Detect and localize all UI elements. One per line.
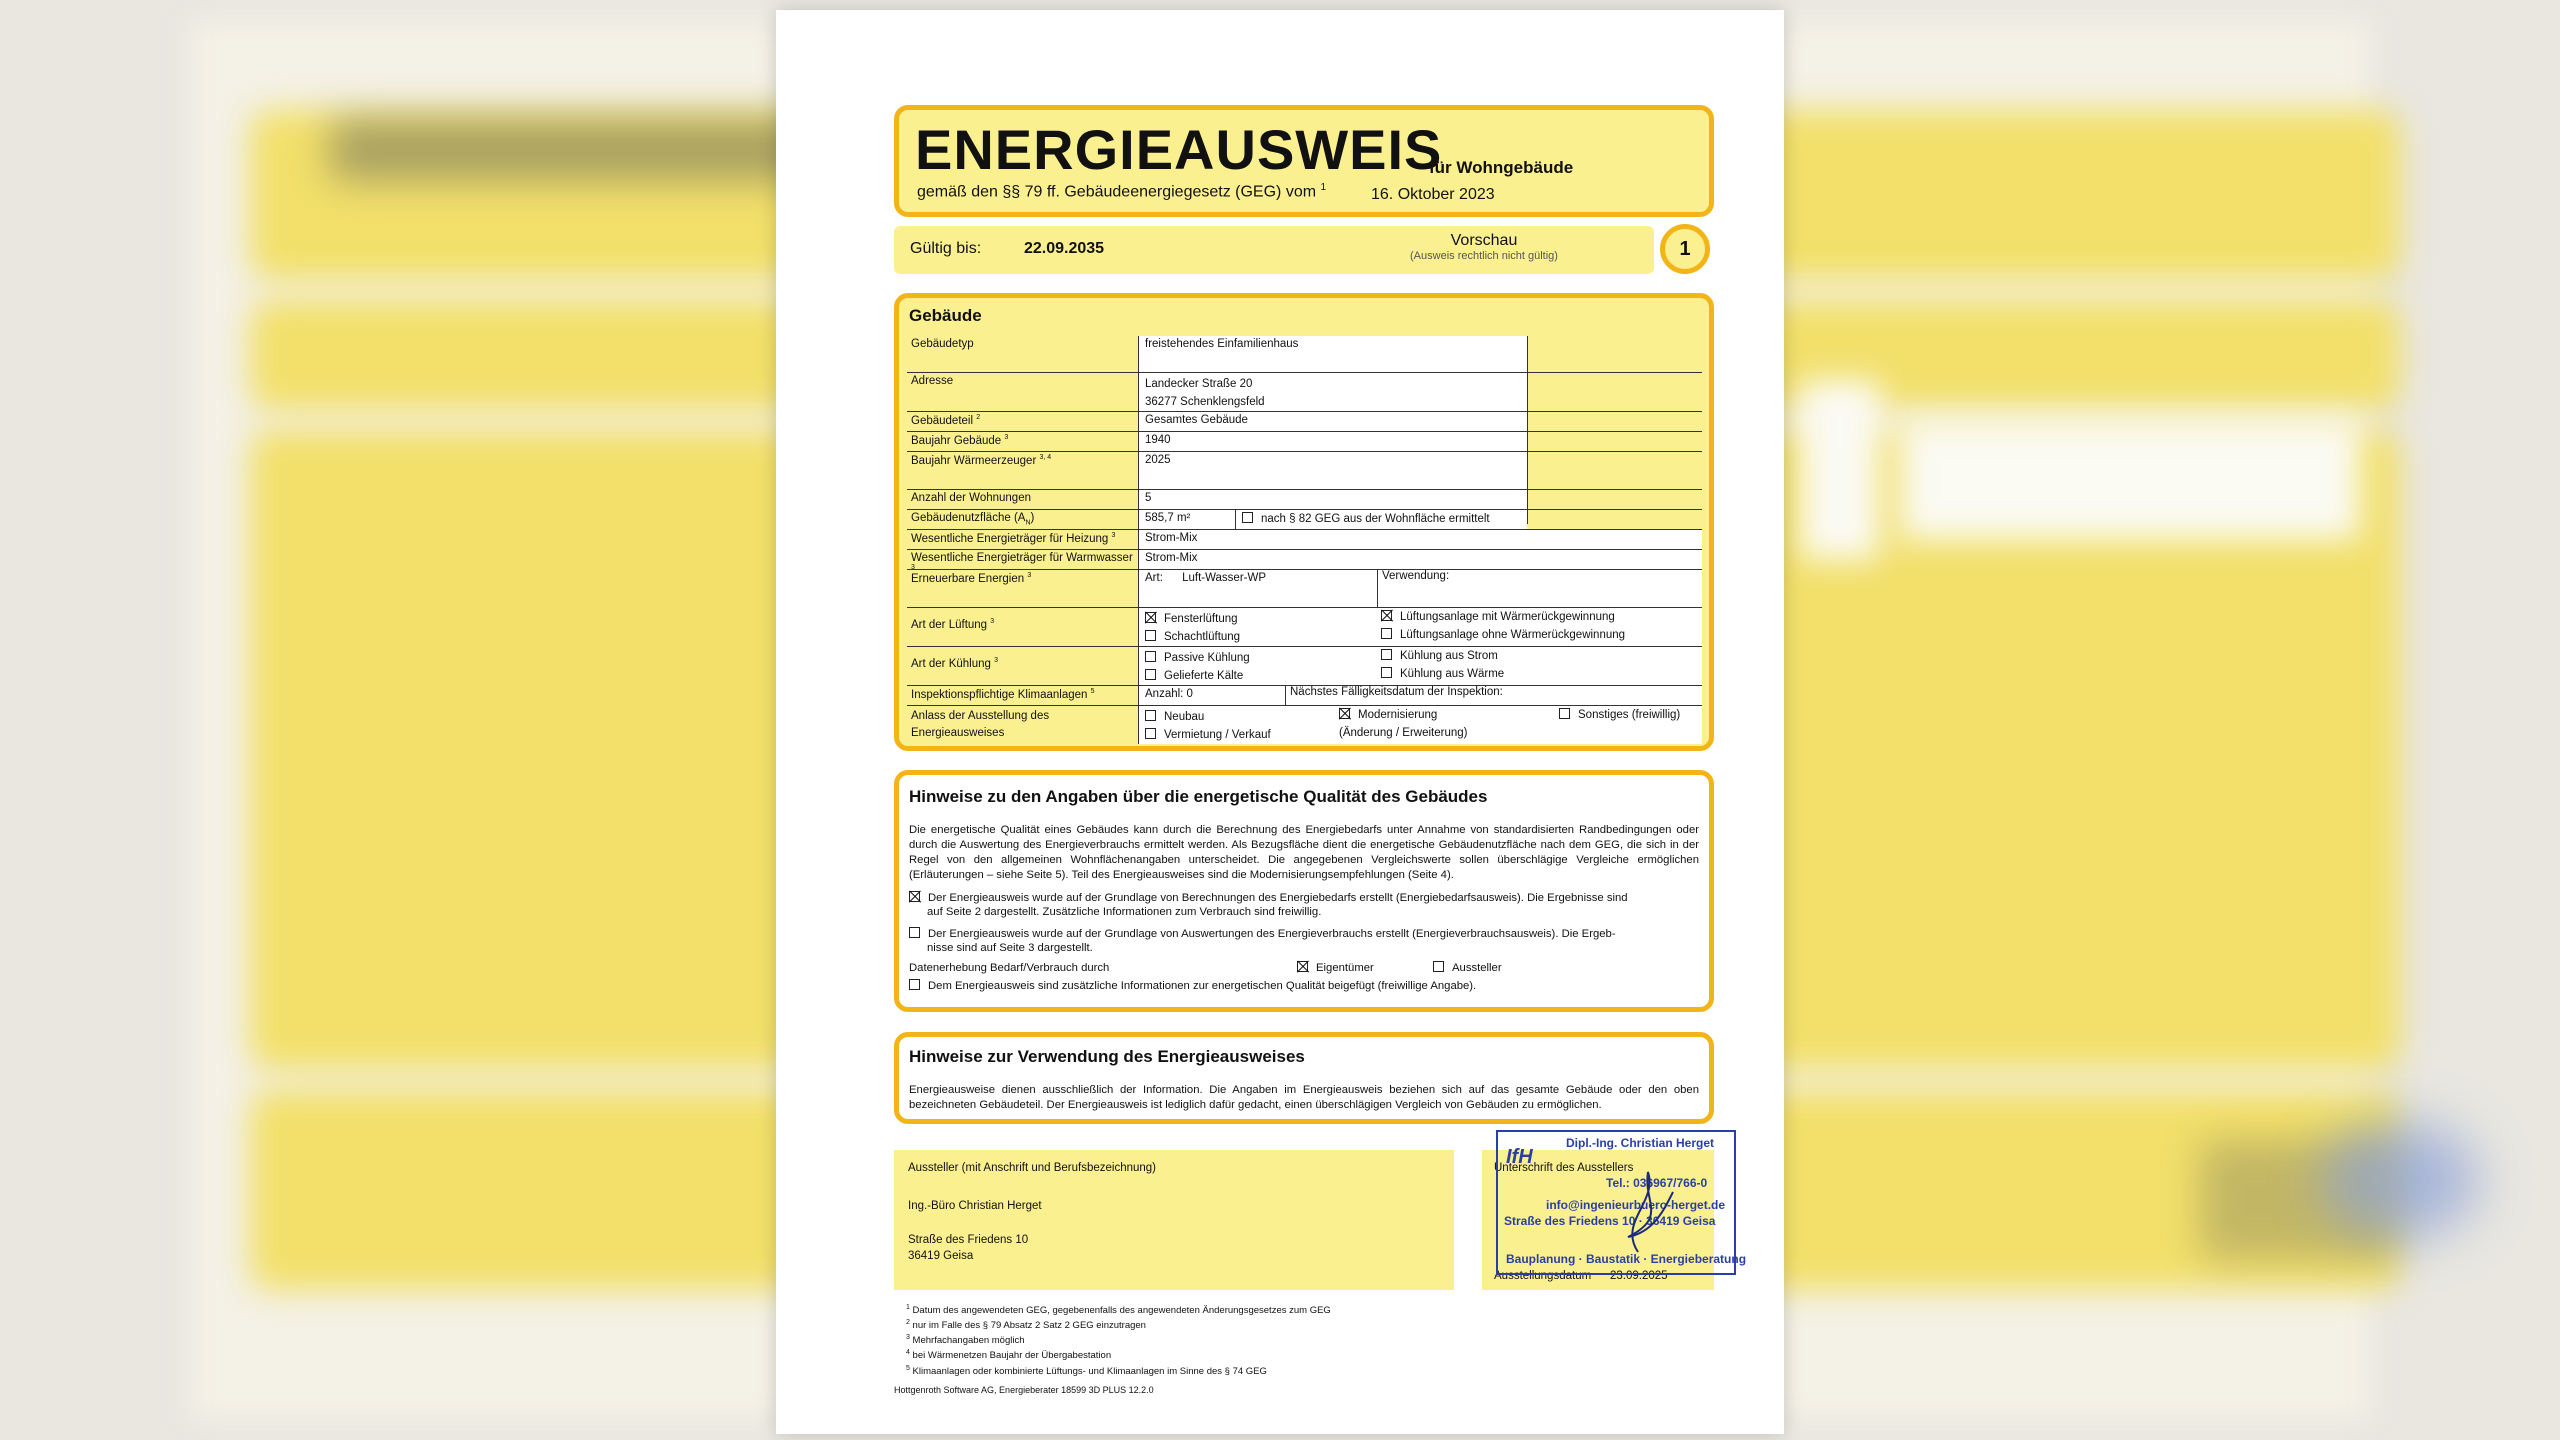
table-row: Gebäudeteil $^2$ Gesamtes Gebäude xyxy=(907,412,1702,432)
document-page xyxy=(776,10,1784,1434)
quality-notes-section xyxy=(894,770,1714,1012)
footnotes: $^1$ Datum des angewendeten GEG, gegebenenfalls des angewendeten Änderungsgesetzes zum GEG $^2$ nur im Falle des § 79 Absatz 2 Satz 2 GEG einzutragen $^3$ Mehrfachangaben möglich $^4$ bei Wärmenetzen Baujahr der Übergabestation $^5$ Klimaanlagen oder kombinierte Lüftungs- und Klimaanlagen im Sinne des § 74 GEG xyxy=(906,1304,1331,1377)
checkbox-passive-kuehlung[interactable] xyxy=(1145,651,1156,662)
legal-date: 16. Oktober 2023 xyxy=(1371,186,1495,203)
building-section xyxy=(894,293,1714,751)
issue-date: 23.09.2025 xyxy=(1610,1270,1668,1282)
checkbox-eigentuemer[interactable] xyxy=(1297,961,1308,972)
table-row: Adresse Landecker Straße 20 36277 Schenklengsfeld xyxy=(907,373,1702,412)
page-number-badge: 1 xyxy=(1660,224,1710,274)
checkbox-kuehlung-waerme[interactable] xyxy=(1381,667,1392,678)
checkbox-sonstiges[interactable] xyxy=(1559,708,1570,719)
building-table xyxy=(907,336,1702,744)
checkbox-lueftung-ohne-wrg[interactable] xyxy=(1381,628,1392,639)
checkbox-fensterlueftung[interactable] xyxy=(1145,612,1156,623)
table-row: Baujahr Gebäude $^3$ 1940 xyxy=(907,432,1702,452)
table-row: Inspektionspflichtige Klimaanlagen $^5$ Anzahl: 0 Nächstes Fälligkeitsdatum der Inspektion: xyxy=(907,686,1702,706)
table-row: Gebäudetyp freistehendes Einfamilienhaus xyxy=(907,336,1702,373)
table-row: Art der Kühlung $^3$ Passive Kühlung Gelieferte Kälte Kühlung aus Strom Kühlung aus Wärme xyxy=(907,647,1702,686)
checkbox-kuehlung-strom[interactable] xyxy=(1381,649,1392,660)
preview-notice: Vorschau (Ausweis rechtlich nicht gültig) xyxy=(1410,232,1558,262)
validity-bar xyxy=(894,226,1654,274)
checkbox-schachtlueftung[interactable] xyxy=(1145,630,1156,641)
data-collection-row: Datenerhebung Bedarf/Verbrauch durch Eigentümer Aussteller xyxy=(909,962,1502,974)
signature-label: Unterschrift des Ausstellers xyxy=(1494,1162,1634,1174)
issuer-box xyxy=(894,1150,1454,1290)
quality-notes-title: Hinweise zu den Angaben über die energetische Qualität des Gebäudes xyxy=(909,787,1488,806)
checkbox-lueftung-mit-wrg[interactable] xyxy=(1381,610,1392,621)
company-stamp: IfH Dipl.-Ing. Christian Herget Tel.: 036967/766-0 info@ingenieurbuero-herget.de Straße des Friedens 10 · 36419 Geisa Bauplanung · Baustatik · Energieberatung xyxy=(1496,1130,1736,1275)
option-energiebedarf: Der Energieausweis wurde auf der Grundlage von Berechnungen des Energiebedarfs erstellt (Energiebedarfsausweis). Die Ergebnisse sind auf Seite 2 dargestellt. Zusätzliche Informationen zum Verbrauch sind freiwillig. xyxy=(909,891,1699,919)
issue-date-label: Ausstellungsdatum xyxy=(1494,1270,1592,1282)
table-row: Wesentliche Energieträger für Warmwasser $^3$ Strom-Mix xyxy=(907,550,1702,570)
checkbox-modernisierung[interactable] xyxy=(1339,708,1350,719)
wohnflaeche-checkbox[interactable] xyxy=(1242,512,1253,523)
checkbox-aussteller[interactable] xyxy=(1433,961,1444,972)
table-row: Wesentliche Energieträger für Heizung $^3$ Strom-Mix xyxy=(907,530,1702,550)
issuer-street: Straße des Friedens 10 xyxy=(908,1234,1029,1246)
valid-until-label: Gültig bis: xyxy=(910,240,982,257)
usage-notes-section xyxy=(894,1032,1714,1124)
checkbox-gelieferte-kaelte[interactable] xyxy=(1145,669,1156,680)
issuer-name: Ing.-Büro Christian Herget xyxy=(908,1200,1042,1212)
table-row: Art der Lüftung $^3$ Fensterlüftung Schachtlüftung Lüftungsanlage mit Wärmerückgewinnung Lüftungsanlage ohne Wärmerückgewinnung xyxy=(907,608,1702,647)
signature-scribble xyxy=(1608,1162,1678,1262)
table-row: Erneuerbare Energien $^3$ Art: Luft-Wasser-WP Verwendung: xyxy=(907,570,1702,608)
checkbox-neubau[interactable] xyxy=(1145,710,1156,721)
document-subtitle: für Wohngebäude xyxy=(1429,158,1574,177)
quality-notes-intro: Die energetische Qualität eines Gebäudes kann durch die Berechnung des Energiebedarfs unter Annahme von standardisierten Randbedingungen oder durch die Auswertung des Energieverbrauchs ermittelt werden. Als Bezugsfläche dient die energetische Gebäudenutzfläche nach dem GEG, die sich in der Regel von den allgemeinen Wohnflächenangaben unterscheidet. Die angegebenen Vergleichswerte sollen überschlägige Vergleiche ermöglichen (Erläuterungen – siehe Seite 5). Teil des Energieausweises sind die Modernisierungsempfehlungen (Seite 4). xyxy=(909,824,1699,881)
issuer-label: Aussteller (mit Anschrift und Berufsbezeichnung) xyxy=(908,1162,1157,1174)
checkbox-vermietung[interactable] xyxy=(1145,728,1156,739)
option-additional-info: Dem Energieausweis sind zusätzliche Informationen zur energetischen Qualität beigefügt (freiwillige Angabe). xyxy=(909,979,1699,993)
header-box xyxy=(894,105,1714,217)
document-title: ENERGIEAUSWEIS xyxy=(915,118,1443,181)
usage-notes-text: Energieausweise dienen ausschließlich der Information. Die Angaben im Energieausweis beziehen sich auf das gesamte Gebäude oder den oben bezeichneten Gebäudeteil. Der Energieausweis ist lediglich dafür gedacht, einen überschlägigen Vergleich von Gebäuden zu ermöglichen. xyxy=(909,1084,1699,1111)
legal-basis: gemäß den §§ 79 ff. Gebäudeenergiegesetz (GEG) vom $^1$ xyxy=(917,182,1327,201)
table-row: Anlass der Ausstellung des Energieausweises Neubau Vermietung / Verkauf Modernisierung (Änderung / Erweiterung) Sonstiges (freiwillig) xyxy=(907,706,1702,744)
usage-notes-title: Hinweise zur Verwendung des Energieausweises xyxy=(909,1047,1305,1066)
software-credit: Hottgenroth Software AG, Energieberater 18599 3D PLUS 12.2.0 xyxy=(894,1385,1154,1395)
table-row: Gebäudenutzfläche $(A_N)$ 585,7 m² nach § 82 GEG aus der Wohnfläche ermittelt xyxy=(907,510,1702,530)
table-row: Anzahl der Wohnungen 5 xyxy=(907,490,1702,510)
option-energieverbrauch: Der Energieausweis wurde auf der Grundlage von Auswertungen des Energieverbrauchs erstellt (Energieverbrauchsausweis). Die Ergeb- nisse sind auf Seite 3 dargestellt. xyxy=(909,927,1699,955)
table-row: Baujahr Wärmeerzeuger $^{3, 4}$ 2025 xyxy=(907,452,1702,490)
valid-until-date: 22.09.2035 xyxy=(1024,240,1105,257)
issuer-city: 36419 Geisa xyxy=(908,1250,974,1262)
building-section-title: Gebäude xyxy=(909,306,982,325)
